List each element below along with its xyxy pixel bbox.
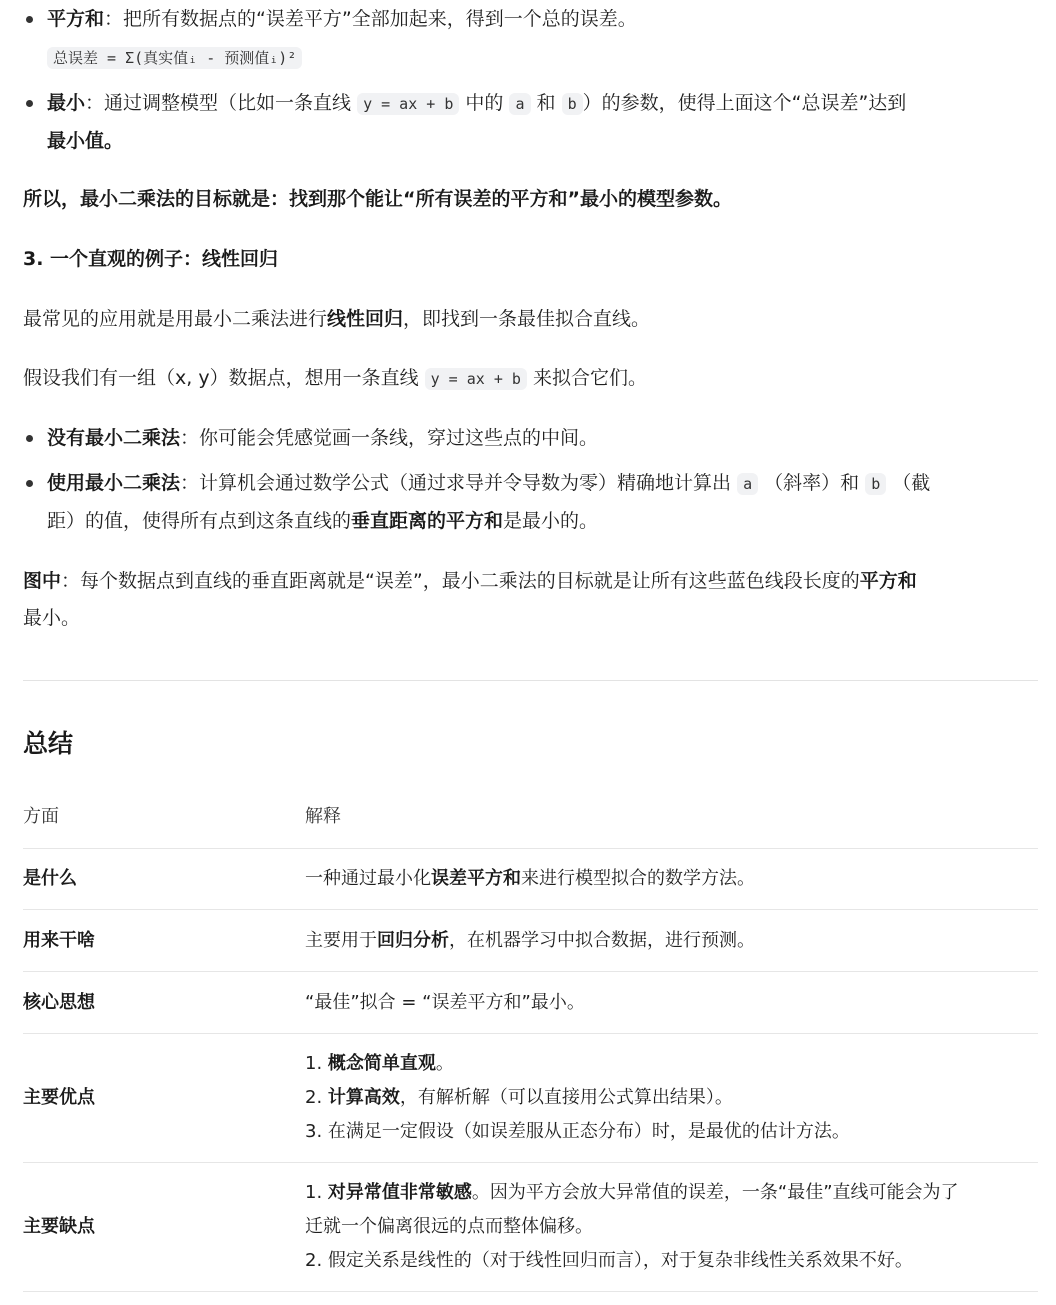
bullet-dot [26, 435, 33, 442]
row-value [305, 1047, 1037, 1149]
row-label: 主要优点 [23, 1087, 95, 1108]
row-value: 一种通过最小化误差平方和来进行模型拟合的数学方法。 [305, 868, 755, 889]
bullet-without-ls: 没有最小二乘法：你可能会凭感觉画一条线，穿过这些点的中间。 [47, 427, 599, 449]
list-item: 1. 概念简单直观。 [305, 1053, 454, 1074]
row-label: 核心思想 [23, 992, 95, 1013]
bullet-minimum: 最小：通过调整模型（比如一条直线 y = ax + b 中的 a 和 b ）的参数，使得上面这个“总误差”达到 [47, 92, 907, 114]
table-header-explanation: 解释 [305, 806, 341, 827]
inline-code: b [562, 93, 583, 115]
bullet-term: 平方和 [47, 8, 105, 30]
inline-code: y = ax + b [357, 93, 459, 115]
bullet-with-ls-cont: 距）的值，使得所有点到这条直线的垂直距离的平方和是最小的。 [47, 510, 599, 532]
bullet-sum-of-squares [47, 7, 637, 31]
paragraph-linear-regression: 最常见的应用就是用最小二乘法进行线性回归，即找到一条最佳拟合直线。 [23, 308, 651, 330]
inline-code: a [509, 93, 530, 115]
bullet-term: 最小 [47, 92, 86, 114]
table-header-aspect: 方面 [23, 806, 59, 827]
row-value: “最佳”拟合 = “误差平方和”最小。 [305, 992, 585, 1013]
row-label: 用来干啥 [23, 930, 95, 951]
bullet-dot [26, 480, 33, 487]
paragraph-data-points: 假设我们有一组（x, y）数据点，想用一条直线 y = ax + b 来拟合它们。 [23, 367, 647, 389]
bullet-with-ls: 使用最小二乘法：计算机会通过数学公式（通过求导并令导数为零）精确地计算出 a （斜率）和 b （截 [47, 472, 931, 494]
total-error-formula: 总误差 = Σ(真实值ᵢ - 预测值ᵢ)² [47, 47, 302, 69]
bullet-text: ：把所有数据点的“误差平方”全部加起来，得到一个总的误差。 [104, 8, 637, 30]
table-row [23, 1034, 1038, 1163]
table-row [23, 1163, 1038, 1292]
list-item: 2. 假定关系是线性的（对于线性回归而言），对于复杂非线性关系效果不好。 [305, 1250, 913, 1271]
section-heading-example: 3. 一个直观的例子：线性回归 [23, 248, 279, 270]
inline-code: b [865, 473, 886, 495]
bullet-dot [26, 16, 33, 23]
row-label: 主要缺点 [23, 1216, 95, 1237]
inline-code: y = ax + b [425, 368, 527, 390]
figure-note: 图中：每个数据点到直线的垂直距离就是“误差”，最小二乘法的目标就是让所有这些蓝色线段长度的平方和 [23, 570, 917, 592]
row-value: 主要用于回归分析，在机器学习中拟合数据，进行预测。 [305, 930, 755, 951]
list-item-cont: 迁就一个偏离很远的点而整体偏移。 [305, 1216, 593, 1237]
summary-title: 总结 [23, 729, 74, 758]
bullet-dot [26, 100, 33, 107]
table-header-row [23, 786, 1038, 849]
row-value [305, 1176, 1037, 1278]
bullet-minimum-cont: 最小值。 [47, 130, 124, 152]
section-divider [23, 680, 1038, 681]
list-item: 2. 计算高效，有解析解（可以直接用公式算出结果）。 [305, 1087, 733, 1108]
list-item: 1. 对异常值非常敏感。因为平方会放大异常值的误差，一条“最佳”直线可能会为了 [305, 1182, 959, 1203]
table-row [23, 972, 1038, 1034]
formula-line [47, 45, 302, 70]
table-row [23, 910, 1038, 972]
table-row [23, 849, 1038, 910]
inline-code: a [737, 473, 758, 495]
row-label: 是什么 [23, 868, 77, 889]
figure-note-cont: 最小。 [23, 607, 81, 629]
list-item: 3. 在满足一定假设（如误差服从正态分布）时，是最优的估计方法。 [305, 1121, 850, 1142]
conclusion-paragraph: 所以，最小二乘法的目标就是：找到那个能让“所有误差的平方和”最小的模型参数。 [23, 188, 732, 210]
